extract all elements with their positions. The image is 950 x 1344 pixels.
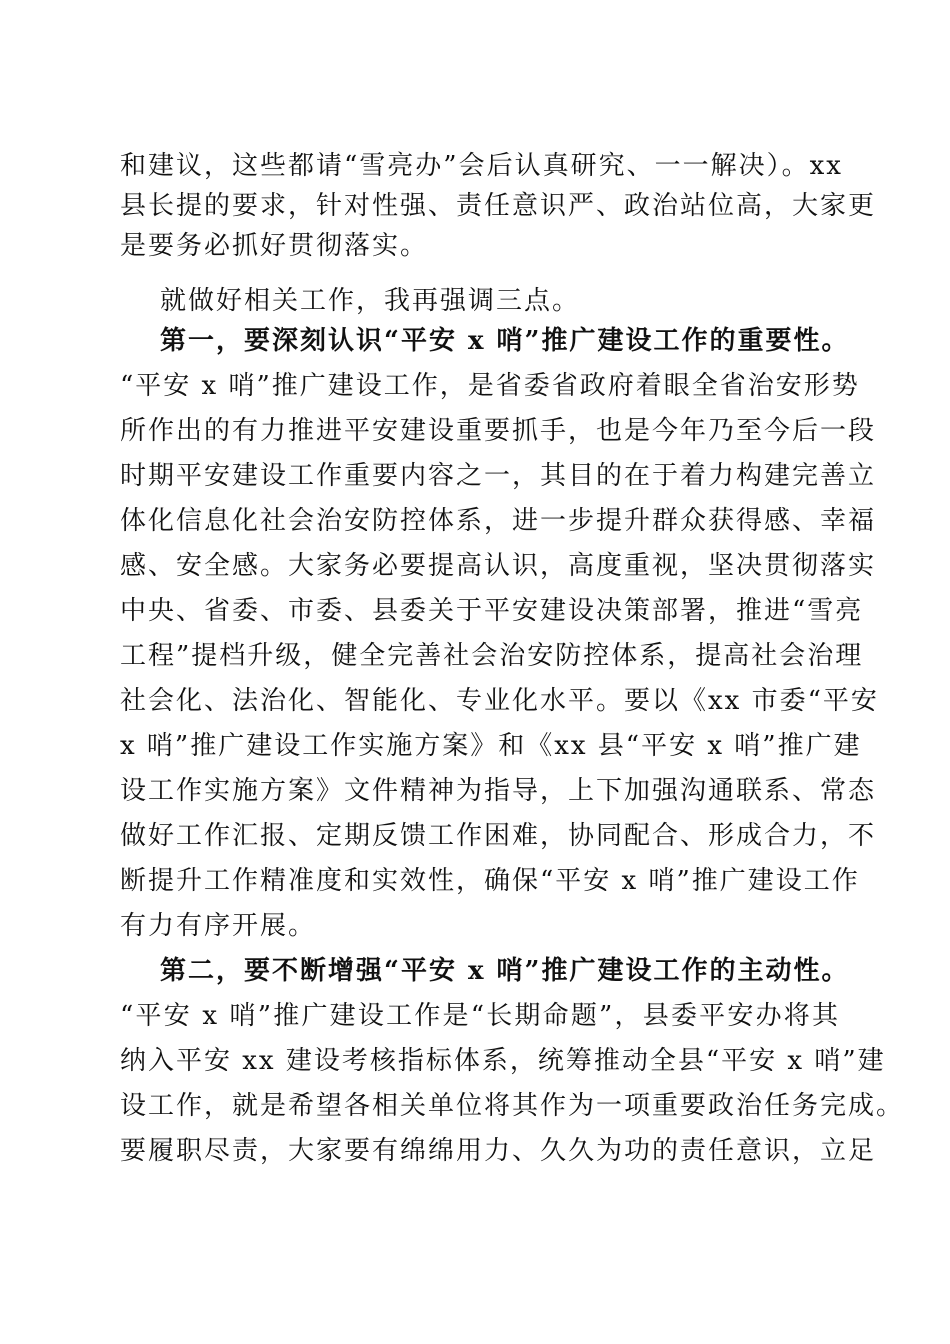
body-line-17: 断提升工作精准度和实效性，确保“平安 x 哨”推广建设工作 <box>120 866 860 896</box>
body-line-7: 所作出的有力推进平安建设重要抓手，也是今年乃至今后一段 <box>120 416 877 446</box>
body-line-4: 就做好相关工作，我再强调三点。 <box>160 286 581 316</box>
body-line-11: 中央、省委、市委、县委关于平安建设决策部署，推进“雪亮 <box>120 596 864 626</box>
body-line-21: 纳入平安 xx 建设考核指标体系，统筹推动全县“平安 x 哨”建 <box>120 1046 886 1076</box>
section-heading-1: 第一，要深刻认识“平安 x 哨”推广建设工作的重要性。 <box>160 326 850 356</box>
body-line-18: 有力有序开展。 <box>120 911 317 941</box>
body-line-8: 时期平安建设工作重要内容之一，其目的在于着力构建完善立 <box>120 461 877 491</box>
section-heading-2: 第二，要不断增强“平安 x 哨”推广建设工作的主动性。 <box>160 956 850 986</box>
body-line-10: 感、安全感。大家务必要提高认识，高度重视，坚决贯彻落实 <box>120 551 877 581</box>
body-line-2: 县长提的要求，针对性强、责任意识严、政治站位高，大家更 <box>120 191 877 221</box>
body-line-13: 社会化、法治化、智能化、专业化水平。要以《xx 市委“平安 <box>120 686 879 716</box>
body-line-16: 做好工作汇报、定期反馈工作困难，协同配合、形成合力，不 <box>120 821 877 851</box>
body-line-12: 工程”提档升级，健全完善社会治安防控体系，提高社会治理 <box>120 641 864 671</box>
body-line-23: 要履职尽责，大家要有绵绵用力、久久为功的责任意识，立足 <box>120 1136 877 1166</box>
body-line-9: 体化信息化社会治安防控体系，进一步提升群众获得感、幸福 <box>120 506 877 536</box>
body-line-20: “平安 x 哨”推广建设工作是“长期命题”，县委平安办将其 <box>120 1001 840 1031</box>
body-line-1: 和建议，这些都请“雪亮办”会后认真研究、一一解决）。xx <box>120 151 843 181</box>
body-line-15: 设工作实施方案》文件精神为指导，上下加强沟通联系、常态 <box>120 776 877 806</box>
body-line-14: x 哨”推广建设工作实施方案》和《xx 县“平安 x 哨”推广建 <box>120 731 862 761</box>
body-line-3: 是要务必抓好贯彻落实。 <box>120 231 429 261</box>
body-line-22: 设工作，就是希望各相关单位将其作为一项重要政治任务完成。 <box>120 1091 905 1121</box>
body-line-6: “平安 x 哨”推广建设工作，是省委省政府着眼全省治安形势 <box>120 371 860 401</box>
